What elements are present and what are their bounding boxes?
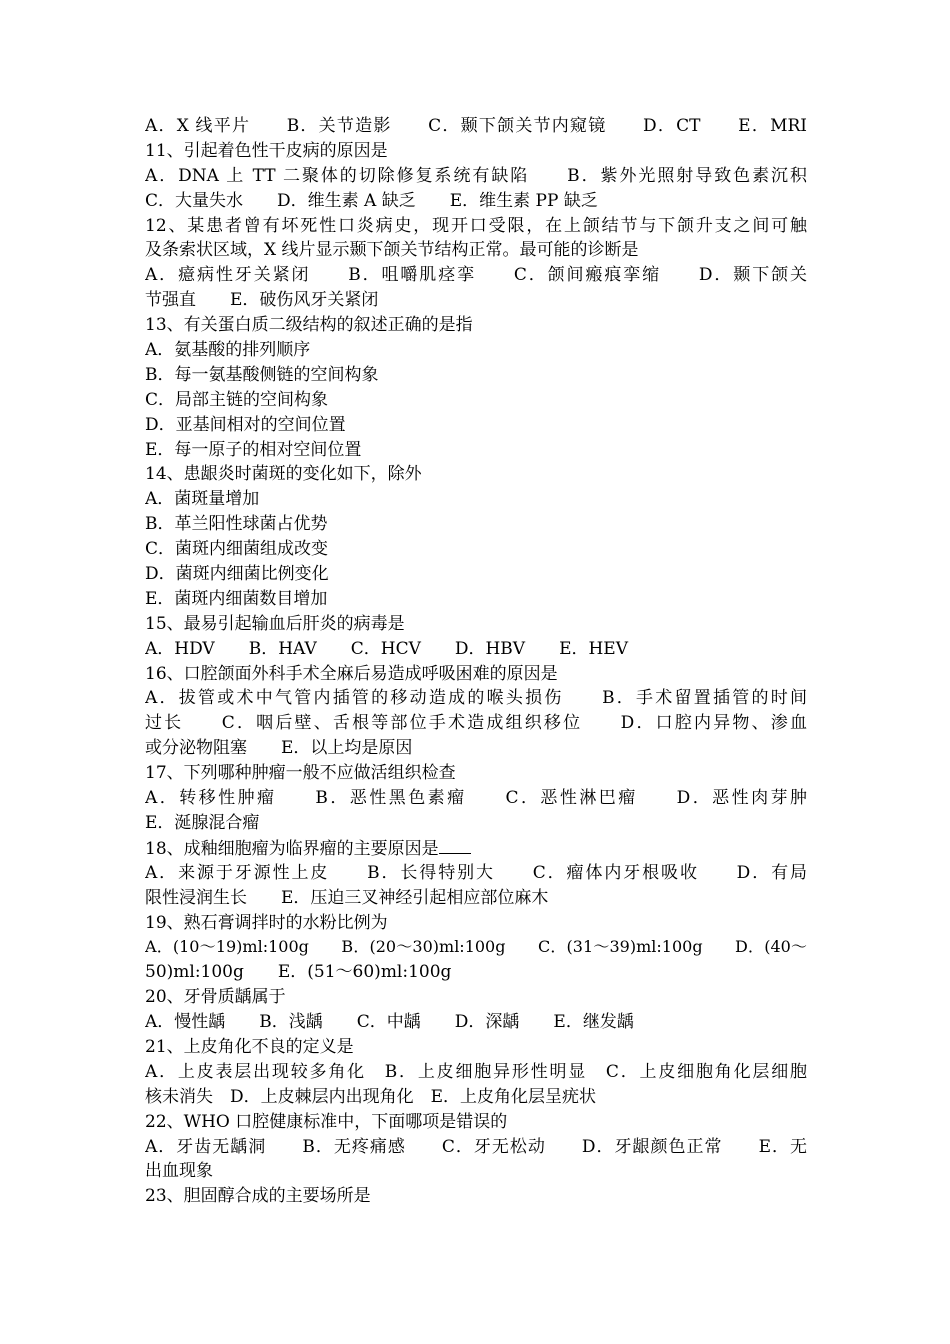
text-line: D．菌斑内细菌比例变化 [145, 564, 329, 585]
text-line: 出血现象 [145, 1161, 213, 1182]
text-line: A．氨基酸的排列顺序 [145, 340, 311, 361]
text-line: B．每一氨基酸侧链的空间构象 [145, 364, 379, 385]
question-18 [145, 836, 807, 861]
question-15: 15、最易引起输血后肝炎的病毒是 [145, 613, 405, 634]
text-line: A．DNA 上 TT 二聚体的切除修复系统有缺陷 B．紫外光照射导致色素沉积 [145, 165, 807, 186]
question-17: 17、下列哪种肿瘤一般不应做活组织检查 [145, 763, 456, 784]
text-line: 限性浸润生长 E．压迫三叉神经引起相应部位麻木 [145, 887, 549, 908]
text-line: 50)ml:100g E．(51～60)ml:100g [145, 962, 452, 983]
question-19: 19、熟石膏调拌时的水粉比例为 [145, 912, 388, 933]
text-line: 及条索状区域，X 线片显示颞下颌关节结构正常。最可能的诊断是 [145, 240, 639, 261]
question-18-text: 18、成釉细胞瘤为临界瘤的主要原因是 [145, 838, 439, 859]
text-line: A．HDV B．HAV C．HCV D．HBV E．HEV [145, 638, 628, 659]
question-16: 16、口腔颌面外科手术全麻后易造成呼吸困难的原因是 [145, 663, 558, 684]
text-line: A．菌斑量增加 [145, 489, 260, 510]
question-12: 12、某患者曾有坏死性口炎病史，现开口受限，在上颌结节与下颌升支之间可触 [145, 215, 807, 236]
question-21: 21、上皮角化不良的定义是 [145, 1036, 354, 1057]
text-line: A．拔管或术中气管内插管的移动造成的喉头损伤 B．手术留置插管的时间 [145, 688, 807, 709]
text-line: C．菌斑内细菌组成改变 [145, 539, 329, 560]
document-body [145, 114, 807, 1209]
question-20: 20、牙骨质龋属于 [145, 987, 286, 1008]
text-line: A．癔病性牙关紧闭 B．咀嚼肌痉挛 C．颌间瘢痕挛缩 D．颞下颌关 [145, 265, 807, 286]
text-line: A．(10～19)ml:100g B．(20～30)ml:100g C．(31～39)ml:100g D．(40～ [145, 937, 807, 957]
text-line: E．每一原子的相对空间位置 [145, 439, 362, 460]
text-line: 或分泌物阻塞 E．以上均是原因 [145, 738, 413, 759]
text-line: E．涎腺混合瘤 [145, 812, 260, 833]
text-line: A．上皮表层出现较多角化 B．上皮细胞异形性明显 C．上皮细胞角化层细胞 [145, 1061, 807, 1082]
text-line: C．大量失水 D．维生素 A 缺乏 E．维生素 PP 缺乏 [145, 190, 598, 211]
text-line: A．X 线平片 B．关节造影 C．颞下颌关节内窥镜 D．CT E．MRI [145, 116, 807, 136]
text-line: D．亚基间相对的空间位置 [145, 414, 346, 435]
text-line: A．转移性肿瘤 B．恶性黑色素瘤 C．恶性淋巴瘤 D．恶性肉芽肿 [145, 788, 807, 809]
text-line: C．局部主链的空间构象 [145, 389, 329, 410]
text-line: A．慢性龋 B．浅龋 C．中龋 D．深龋 E．继发龋 [145, 1012, 634, 1033]
question-11: 11、引起着色性干皮病的原因是 [145, 140, 388, 161]
answer-blank [439, 836, 471, 854]
text-line: B．革兰阳性球菌占优势 [145, 514, 328, 535]
question-23: 23、胆固醇合成的主要场所是 [145, 1186, 371, 1207]
question-22: 22、WHO 口腔健康标准中，下面哪项是错误的 [145, 1111, 508, 1132]
text-line: 核未消失 D．上皮棘层内出现角化 E．上皮角化层呈疣状 [145, 1086, 597, 1107]
text-line: 过长 C．咽后壁、舌根等部位手术造成组织移位 D．口腔内异物、渗血 [145, 713, 807, 734]
question-13: 13、有关蛋白质二级结构的叙述正确的是指 [145, 315, 473, 336]
text-line: A．来源于牙源性上皮 B．长得特别大 C．瘤体内牙根吸收 D．有局 [145, 862, 807, 883]
text-line: E．菌斑内细菌数目增加 [145, 588, 328, 609]
text-line: 节强直 E．破伤风牙关紧闭 [145, 290, 379, 311]
question-14: 14、患龈炎时菌斑的变化如下，除外 [145, 464, 422, 485]
text-line: A．牙齿无龋洞 B．无疼痛感 C．牙无松动 D．牙龈颜色正常 E．无 [145, 1136, 807, 1157]
